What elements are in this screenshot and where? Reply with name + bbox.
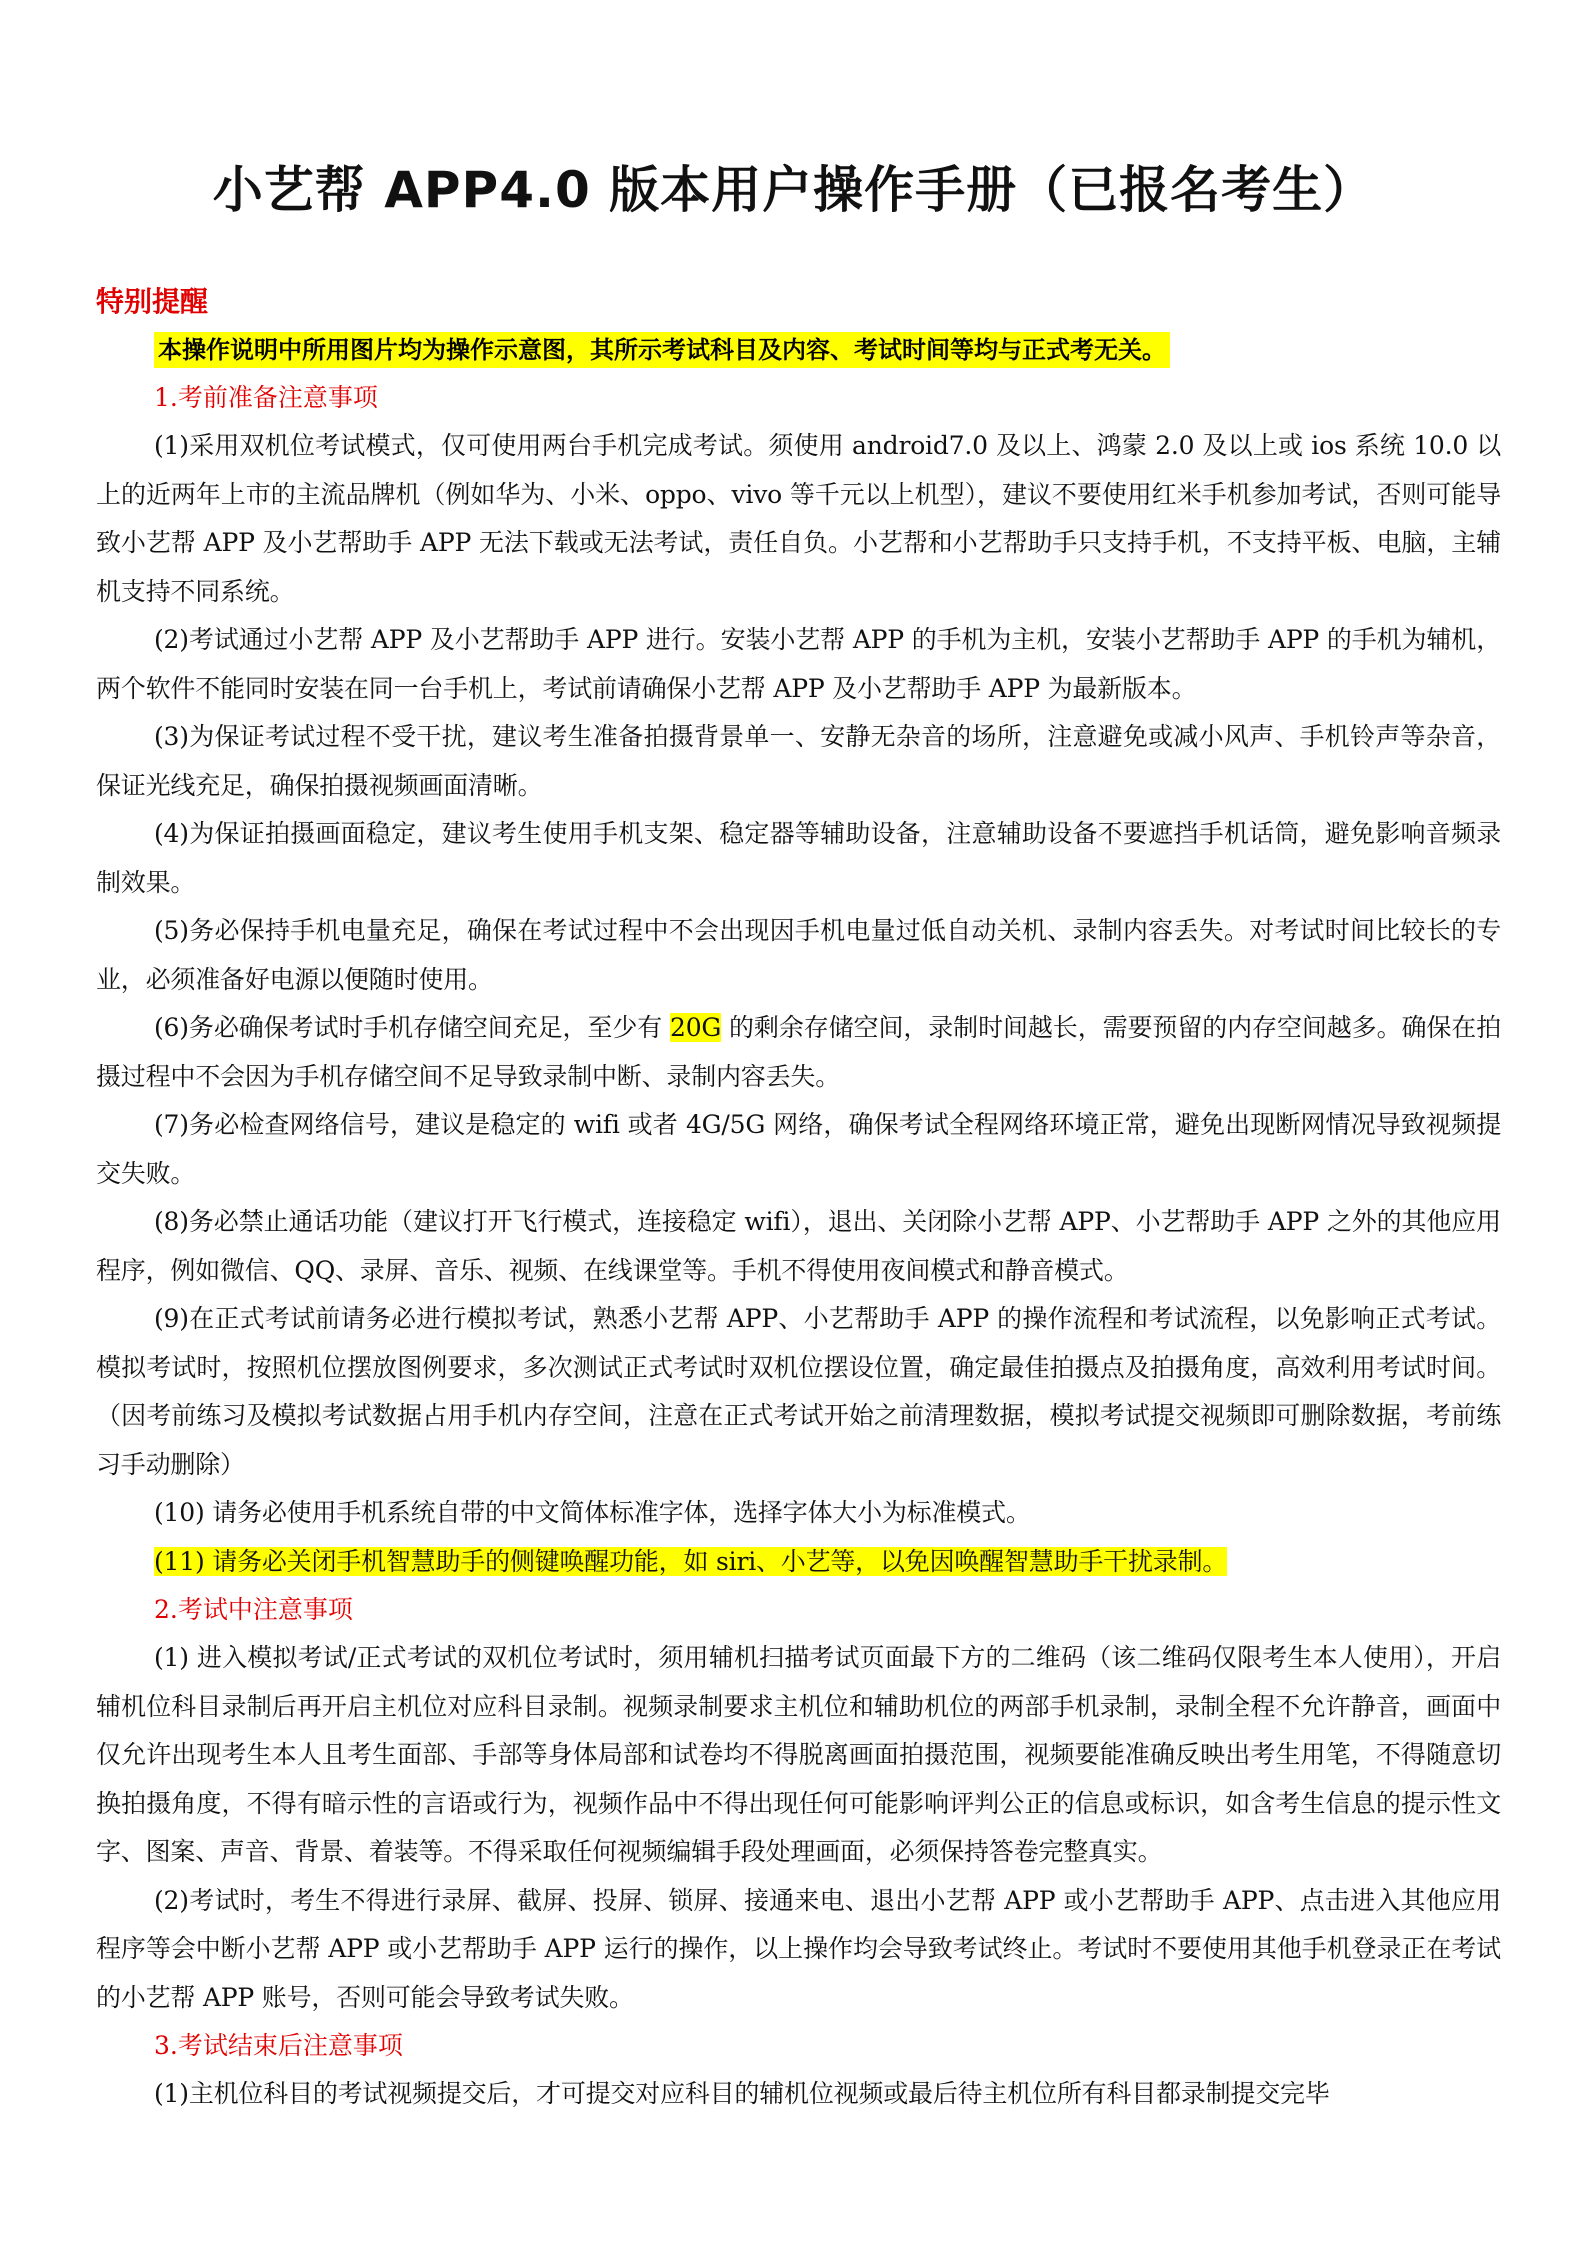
paragraph-highlighted bbox=[96, 1538, 1501, 1587]
paragraph: (1)主机位科目的考试视频提交后，才可提交对应科目的辅机位视频或最后待主机位所有科目都录制提交完毕 bbox=[154, 2079, 1330, 2108]
section-title: 1.考前准备注意事项 bbox=[154, 383, 378, 412]
paragraph: (2)考试时，考生不得进行录屏、截屏、投屏、锁屏、接通来电、退出小艺帮 APP 或小艺帮助手 APP、点击进入其他应用程序等会中断小艺帮 APP 或小艺帮助手 APP 运行的操作，以上操作均会导致考试终止。考试时不要使用其他手机登录正在考试的小艺帮 APP 账号，否则可能会导致考试失败。 bbox=[96, 1885, 1501, 2012]
alert-heading: 特别提醒 bbox=[96, 285, 209, 318]
paragraph: (5)务必保持手机电量充足，确保在考试过程中不会出现因手机电量过低自动关机、录制内容丢失。对考试时间比较长的专业，必须准备好电源以便随时使用。 bbox=[96, 916, 1501, 994]
highlight-run: (11) 请务必关闭手机智慧助手的侧键唤醒功能，如 siri、小艺等，以免因唤醒智慧助手干扰录制。 bbox=[154, 1546, 1228, 1576]
paragraph-storage bbox=[96, 1004, 1501, 1101]
paragraph: (10) 请务必使用手机系统自带的中文简体标准字体，选择字体大小为标准模式。 bbox=[154, 1498, 1031, 1527]
notice-line bbox=[96, 326, 1501, 374]
notice-highlight: 本操作说明中所用图片均为操作示意图，其所示考试科目及内容、考试时间等均与正式考无关。 bbox=[154, 332, 1170, 368]
highlight-20g: 20G bbox=[669, 1013, 722, 1042]
paragraph: (2)考试通过小艺帮 APP 及小艺帮助手 APP 进行。安装小艺帮 APP 的手机为主机，安装小艺帮助手 APP 的手机为辅机，两个软件不能同时安装在同一台手机上，考试前请确保小艺帮 APP 及小艺帮助手 APP 为最新版本。 bbox=[96, 625, 1501, 703]
paragraph: (7)务必检查网络信号，建议是稳定的 wifi 或者 4G/5G 网络，确保考试全程网络环境正常，避免出现断网情况导致视频提交失败。 bbox=[96, 1110, 1501, 1188]
document-body bbox=[96, 278, 1501, 2119]
paragraph: (9)在正式考试前请务必进行模拟考试，熟悉小艺帮 APP、小艺帮助手 APP 的操作流程和考试流程，以免影响正式考试。模拟考试时，按照机位摆放图例要求，多次测试正式考试时双机位摆设位置，确定最佳拍摄点及拍摄角度，高效利用考试时间。（因考前练习及模拟考试数据占用手机内存空间，注意在正式考试开始之前清理数据，模拟考试提交视频即可删除数据，考前练习手动删除） bbox=[96, 1304, 1501, 1479]
text-run: 的剩余存储空间，录制时间越长，需要预留的内存空间越多。确保在拍摄过程中不会因为手机存储空间不足导致录制中断、录制内容丢失。 bbox=[96, 1013, 1501, 1091]
paragraph: (1)采用双机位考试模式，仅可使用两台手机完成考试。须使用 android7.0 及以上、鸿蒙 2.0 及以上或 ios 系统 10.0 以上的近两年上市的主流品牌机（例如华为、小米、oppo、vivo 等千元以上机型），建议不要使用红米手机参加考试，否则可能导致小艺帮 APP 及小艺帮助手 APP 无法下载或无法考试，责任自负。小艺帮和小艺帮助手只支持手机，不支持平板、电脑，主辅机支持不同系统。 bbox=[96, 431, 1501, 606]
section-title: 3.考试结束后注意事项 bbox=[154, 2031, 403, 2060]
paragraph: (4)为保证拍摄画面稳定，建议考生使用手机支架、稳定器等辅助设备，注意辅助设备不要遮挡手机话筒，避免影响音频录制效果。 bbox=[96, 819, 1501, 897]
paragraph: (3)为保证考试过程不受干扰，建议考生准备拍摄背景单一、安静无杂音的场所，注意避免或减小风声、手机铃声等杂音，保证光线充足，确保拍摄视频画面清晰。 bbox=[96, 722, 1501, 800]
page-title: 小艺帮 APP4.0 版本用户操作手册（已报名考生） bbox=[212, 161, 1375, 219]
paragraph: (1) 进入模拟考试/正式考试的双机位考试时，须用辅机扫描考试页面最下方的二维码（该二维码仅限考生本人使用），开启辅机位科目录制后再开启主机位对应科目录制。视频录制要求主机位和辅助机位的两部手机录制，录制全程不允许静音，画面中仅允许出现考生本人且考生面部、手部等身体局部和试卷均不得脱离画面拍摄范围，视频要能准确反映出考生用笔，不得随意切换拍摄角度，不得有暗示性的言语或行为，视频作品中不得出现任何可能影响评判公正的信息或标识，如含考生信息的提示性文字、图案、声音、背景、着装等。不得采取任何视频编辑手段处理画面，必须保持答卷完整真实。 bbox=[96, 1643, 1501, 1866]
section-title: 2.考试中注意事项 bbox=[154, 1595, 353, 1624]
paragraph: (8)务必禁止通话功能（建议打开飞行模式，连接稳定 wifi），退出、关闭除小艺帮 APP、小艺帮助手 APP 之外的其他应用程序，例如微信、QQ、录屏、音乐、视频、在线课堂等。手机不得使用夜间模式和静音模式。 bbox=[96, 1207, 1501, 1285]
text-run: (6)务必确保考试时手机存储空间充足，至少有 bbox=[154, 1013, 670, 1042]
